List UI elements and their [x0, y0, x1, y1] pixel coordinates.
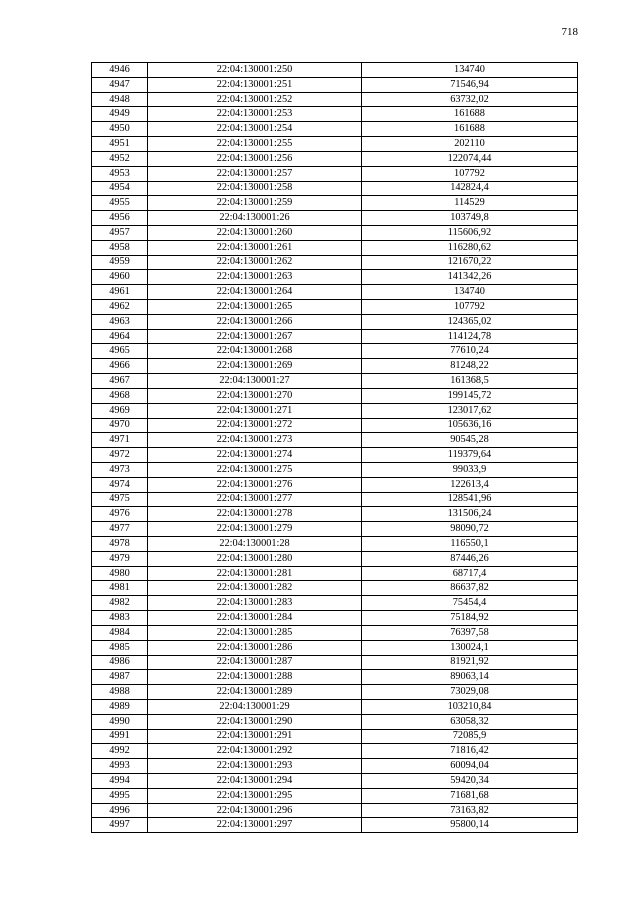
row-number-cell: 4964 — [92, 329, 148, 344]
table-row — [92, 522, 578, 537]
table-row — [92, 685, 578, 700]
cadastral-value-cell: 107792 — [362, 300, 578, 315]
cadastral-number-cell: 22:04:130001:287 — [148, 655, 362, 670]
table-row — [92, 107, 578, 122]
table-row — [92, 655, 578, 670]
row-number-cell: 4985 — [92, 640, 148, 655]
row-number-cell: 4951 — [92, 137, 148, 152]
table-row — [92, 418, 578, 433]
cadastral-number-cell: 22:04:130001:283 — [148, 596, 362, 611]
cadastral-value-cell: 122613,4 — [362, 477, 578, 492]
row-number-cell: 4992 — [92, 744, 148, 759]
table-row — [92, 92, 578, 107]
row-number-cell: 4953 — [92, 166, 148, 181]
cadastral-value-cell: 77610,24 — [362, 344, 578, 359]
cadastral-number-cell: 22:04:130001:296 — [148, 803, 362, 818]
row-number-cell: 4994 — [92, 774, 148, 789]
cadastral-number-cell: 22:04:130001:271 — [148, 403, 362, 418]
row-number-cell: 4966 — [92, 359, 148, 374]
cadastral-number-cell: 22:04:130001:290 — [148, 714, 362, 729]
row-number-cell: 4977 — [92, 522, 148, 537]
row-number-cell: 4960 — [92, 270, 148, 285]
row-number-cell: 4957 — [92, 225, 148, 240]
cadastral-value-cell: 73163,82 — [362, 803, 578, 818]
cadastral-number-cell: 22:04:130001:274 — [148, 448, 362, 463]
table-row — [92, 270, 578, 285]
cadastral-value-cell: 90545,28 — [362, 433, 578, 448]
row-number-cell: 4997 — [92, 818, 148, 833]
cadastral-number-cell: 22:04:130001:253 — [148, 107, 362, 122]
row-number-cell: 4969 — [92, 403, 148, 418]
table-row — [92, 803, 578, 818]
cadastral-value-cell: 130024,1 — [362, 640, 578, 655]
row-number-cell: 4971 — [92, 433, 148, 448]
row-number-cell: 4958 — [92, 240, 148, 255]
cadastral-value-cell: 103210,84 — [362, 699, 578, 714]
cadastral-value-cell: 114124,78 — [362, 329, 578, 344]
table-row — [92, 166, 578, 181]
cadastral-value-cell: 124365,02 — [362, 314, 578, 329]
row-number-cell: 4974 — [92, 477, 148, 492]
cadastral-number-cell: 22:04:130001:273 — [148, 433, 362, 448]
row-number-cell: 4972 — [92, 448, 148, 463]
cadastral-number-cell: 22:04:130001:289 — [148, 685, 362, 700]
table-row — [92, 462, 578, 477]
cadastral-value-cell: 103749,8 — [362, 211, 578, 226]
row-number-cell: 4982 — [92, 596, 148, 611]
table-row — [92, 714, 578, 729]
cadastral-value-cell: 75184,92 — [362, 611, 578, 626]
row-number-cell: 4995 — [92, 788, 148, 803]
cadastral-value-cell: 81921,92 — [362, 655, 578, 670]
row-number-cell: 4961 — [92, 285, 148, 300]
row-number-cell: 4970 — [92, 418, 148, 433]
cadastral-number-cell: 22:04:130001:254 — [148, 122, 362, 137]
cadastral-value-cell: 134740 — [362, 285, 578, 300]
table-row — [92, 137, 578, 152]
row-number-cell: 4950 — [92, 122, 148, 137]
cadastral-number-cell: 22:04:130001:272 — [148, 418, 362, 433]
row-number-cell: 4976 — [92, 507, 148, 522]
row-number-cell: 4948 — [92, 92, 148, 107]
table-row — [92, 374, 578, 389]
cadastral-value-table — [91, 62, 578, 833]
table-row — [92, 344, 578, 359]
table-row — [92, 359, 578, 374]
cadastral-value-cell: 72085,9 — [362, 729, 578, 744]
table-row — [92, 507, 578, 522]
cadastral-value-cell: 89063,14 — [362, 670, 578, 685]
row-number-cell: 4981 — [92, 581, 148, 596]
cadastral-number-cell: 22:04:130001:260 — [148, 225, 362, 240]
cadastral-number-cell: 22:04:130001:263 — [148, 270, 362, 285]
cadastral-value-cell: 63732,02 — [362, 92, 578, 107]
table-row — [92, 196, 578, 211]
table-row — [92, 699, 578, 714]
cadastral-value-cell: 87446,26 — [362, 551, 578, 566]
cadastral-value-cell: 199145,72 — [362, 388, 578, 403]
page-number: 718 — [561, 26, 578, 38]
cadastral-value-cell: 105636,16 — [362, 418, 578, 433]
table-row — [92, 388, 578, 403]
cadastral-number-cell: 22:04:130001:250 — [148, 63, 362, 78]
table-row — [92, 151, 578, 166]
cadastral-number-cell: 22:04:130001:275 — [148, 462, 362, 477]
row-number-cell: 4952 — [92, 151, 148, 166]
table-row — [92, 788, 578, 803]
table-row — [92, 77, 578, 92]
table-row — [92, 63, 578, 78]
row-number-cell: 4968 — [92, 388, 148, 403]
cadastral-value-cell: 123017,62 — [362, 403, 578, 418]
cadastral-value-cell: 98090,72 — [362, 522, 578, 537]
row-number-cell: 4975 — [92, 492, 148, 507]
cadastral-value-cell: 95800,14 — [362, 818, 578, 833]
cadastral-value-cell: 119379,64 — [362, 448, 578, 463]
row-number-cell: 4980 — [92, 566, 148, 581]
row-number-cell: 4967 — [92, 374, 148, 389]
cadastral-number-cell: 22:04:130001:284 — [148, 611, 362, 626]
table-row — [92, 759, 578, 774]
table-row — [92, 314, 578, 329]
row-number-cell: 4962 — [92, 300, 148, 315]
cadastral-number-cell: 22:04:130001:277 — [148, 492, 362, 507]
cadastral-value-cell: 202110 — [362, 137, 578, 152]
row-number-cell: 4946 — [92, 63, 148, 78]
table-row — [92, 581, 578, 596]
cadastral-value-cell: 131506,24 — [362, 507, 578, 522]
cadastral-number-cell: 22:04:130001:266 — [148, 314, 362, 329]
row-number-cell: 4973 — [92, 462, 148, 477]
table-row — [92, 774, 578, 789]
cadastral-number-cell: 22:04:130001:270 — [148, 388, 362, 403]
cadastral-number-cell: 22:04:130001:282 — [148, 581, 362, 596]
table-row — [92, 181, 578, 196]
row-number-cell: 4954 — [92, 181, 148, 196]
cadastral-number-cell: 22:04:130001:252 — [148, 92, 362, 107]
table-row — [92, 255, 578, 270]
row-number-cell: 4991 — [92, 729, 148, 744]
cadastral-number-cell: 22:04:130001:291 — [148, 729, 362, 744]
row-number-cell: 4979 — [92, 551, 148, 566]
row-number-cell: 4996 — [92, 803, 148, 818]
cadastral-value-cell: 71546,94 — [362, 77, 578, 92]
table-row — [92, 611, 578, 626]
table-row — [92, 566, 578, 581]
cadastral-number-cell: 22:04:130001:259 — [148, 196, 362, 211]
cadastral-number-cell: 22:04:130001:29 — [148, 699, 362, 714]
row-number-cell: 4955 — [92, 196, 148, 211]
cadastral-number-cell: 22:04:130001:281 — [148, 566, 362, 581]
table-row — [92, 492, 578, 507]
table-row — [92, 285, 578, 300]
cadastral-value-cell: 59420,34 — [362, 774, 578, 789]
table-row — [92, 551, 578, 566]
cadastral-number-cell: 22:04:130001:286 — [148, 640, 362, 655]
cadastral-number-cell: 22:04:130001:269 — [148, 359, 362, 374]
row-number-cell: 4987 — [92, 670, 148, 685]
cadastral-value-cell: 71681,68 — [362, 788, 578, 803]
cadastral-number-cell: 22:04:130001:265 — [148, 300, 362, 315]
row-number-cell: 4949 — [92, 107, 148, 122]
cadastral-value-cell: 73029,08 — [362, 685, 578, 700]
cadastral-value-cell: 86637,82 — [362, 581, 578, 596]
row-number-cell: 4983 — [92, 611, 148, 626]
cadastral-value-cell: 107792 — [362, 166, 578, 181]
cadastral-value-cell: 161368,5 — [362, 374, 578, 389]
cadastral-value-cell: 63058,32 — [362, 714, 578, 729]
row-number-cell: 4993 — [92, 759, 148, 774]
table-row — [92, 818, 578, 833]
cadastral-value-cell: 71816,42 — [362, 744, 578, 759]
cadastral-value-cell: 114529 — [362, 196, 578, 211]
table-body — [92, 63, 578, 833]
cadastral-number-cell: 22:04:130001:262 — [148, 255, 362, 270]
table-row — [92, 537, 578, 552]
table-row — [92, 403, 578, 418]
table-row — [92, 122, 578, 137]
cadastral-number-cell: 22:04:130001:261 — [148, 240, 362, 255]
table-row — [92, 240, 578, 255]
table-row — [92, 744, 578, 759]
table-row — [92, 448, 578, 463]
cadastral-value-cell: 142824,4 — [362, 181, 578, 196]
cadastral-number-cell: 22:04:130001:295 — [148, 788, 362, 803]
cadastral-value-cell: 60094,04 — [362, 759, 578, 774]
cadastral-value-cell: 99033,9 — [362, 462, 578, 477]
cadastral-value-cell: 116280,62 — [362, 240, 578, 255]
table-row — [92, 433, 578, 448]
cadastral-value-cell: 134740 — [362, 63, 578, 78]
table-row — [92, 670, 578, 685]
table-row — [92, 329, 578, 344]
cadastral-number-cell: 22:04:130001:255 — [148, 137, 362, 152]
table-row — [92, 729, 578, 744]
cadastral-value-cell: 68717,4 — [362, 566, 578, 581]
cadastral-number-cell: 22:04:130001:27 — [148, 374, 362, 389]
row-number-cell: 4978 — [92, 537, 148, 552]
cadastral-number-cell: 22:04:130001:279 — [148, 522, 362, 537]
cadastral-value-cell: 122074,44 — [362, 151, 578, 166]
cadastral-value-cell: 141342,26 — [362, 270, 578, 285]
cadastral-number-cell: 22:04:130001:258 — [148, 181, 362, 196]
table-row — [92, 640, 578, 655]
row-number-cell: 4956 — [92, 211, 148, 226]
row-number-cell: 4988 — [92, 685, 148, 700]
row-number-cell: 4965 — [92, 344, 148, 359]
cadastral-value-cell: 115606,92 — [362, 225, 578, 240]
table-row — [92, 596, 578, 611]
cadastral-number-cell: 22:04:130001:28 — [148, 537, 362, 552]
cadastral-value-cell: 75454,4 — [362, 596, 578, 611]
cadastral-number-cell: 22:04:130001:268 — [148, 344, 362, 359]
cadastral-number-cell: 22:04:130001:257 — [148, 166, 362, 181]
table-row — [92, 477, 578, 492]
row-number-cell: 4984 — [92, 625, 148, 640]
row-number-cell: 4963 — [92, 314, 148, 329]
cadastral-value-cell: 161688 — [362, 107, 578, 122]
row-number-cell: 4959 — [92, 255, 148, 270]
cadastral-value-cell: 161688 — [362, 122, 578, 137]
row-number-cell: 4990 — [92, 714, 148, 729]
table-row — [92, 300, 578, 315]
cadastral-number-cell: 22:04:130001:285 — [148, 625, 362, 640]
cadastral-value-cell: 121670,22 — [362, 255, 578, 270]
table-row — [92, 625, 578, 640]
cadastral-number-cell: 22:04:130001:264 — [148, 285, 362, 300]
cadastral-number-cell: 22:04:130001:256 — [148, 151, 362, 166]
row-number-cell: 4947 — [92, 77, 148, 92]
cadastral-number-cell: 22:04:130001:278 — [148, 507, 362, 522]
cadastral-value-cell: 116550,1 — [362, 537, 578, 552]
cadastral-number-cell: 22:04:130001:280 — [148, 551, 362, 566]
cadastral-number-cell: 22:04:130001:26 — [148, 211, 362, 226]
cadastral-number-cell: 22:04:130001:267 — [148, 329, 362, 344]
cadastral-number-cell: 22:04:130001:292 — [148, 744, 362, 759]
cadastral-number-cell: 22:04:130001:294 — [148, 774, 362, 789]
cadastral-value-cell: 76397,58 — [362, 625, 578, 640]
row-number-cell: 4986 — [92, 655, 148, 670]
row-number-cell: 4989 — [92, 699, 148, 714]
cadastral-number-cell: 22:04:130001:251 — [148, 77, 362, 92]
cadastral-value-cell: 81248,22 — [362, 359, 578, 374]
cadastral-number-cell: 22:04:130001:297 — [148, 818, 362, 833]
cadastral-number-cell: 22:04:130001:276 — [148, 477, 362, 492]
cadastral-value-cell: 128541,96 — [362, 492, 578, 507]
cadastral-number-cell: 22:04:130001:293 — [148, 759, 362, 774]
table-row — [92, 211, 578, 226]
table-row — [92, 225, 578, 240]
cadastral-number-cell: 22:04:130001:288 — [148, 670, 362, 685]
